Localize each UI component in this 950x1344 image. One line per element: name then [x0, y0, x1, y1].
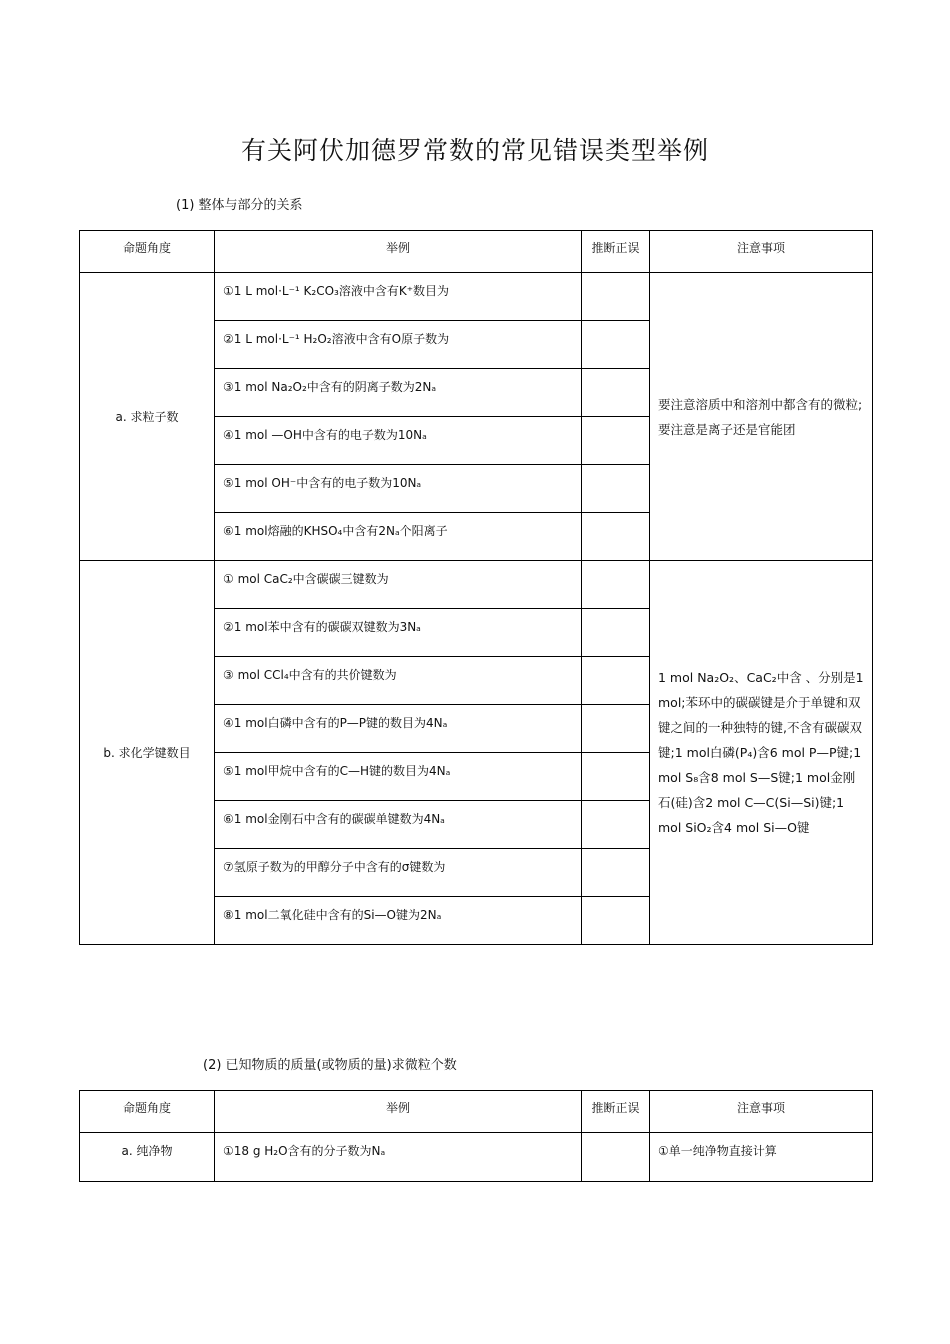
example-b2: ②1 mol苯中含有的碳碳双键数为3Nₐ: [215, 609, 582, 657]
category-pure-substance: a. 纯净物: [80, 1133, 215, 1182]
table-header-row: [80, 231, 873, 273]
section-1-heading: (1) 整体与部分的关系: [176, 198, 303, 213]
category-particle-count: a. 求粒子数: [80, 273, 215, 561]
table-row: [80, 1133, 873, 1182]
judgement-cell[interactable]: [582, 801, 650, 849]
example-a3: ③1 mol Na₂O₂中含有的阴离子数为2Nₐ: [215, 369, 582, 417]
judgement-cell[interactable]: [582, 561, 650, 609]
header-example: 举例: [215, 231, 582, 273]
judgement-cell[interactable]: [582, 465, 650, 513]
example-b5: ⑤1 mol甲烷中含有的C—H键的数目为4Nₐ: [215, 753, 582, 801]
header-notes: 注意事项: [650, 231, 873, 273]
judgement-cell[interactable]: [582, 657, 650, 705]
example-b4: ④1 mol白磷中含有的P—P键的数目为4Nₐ: [215, 705, 582, 753]
section-2-heading: (2) 已知物质的质量(或物质的量)求微粒个数: [203, 1058, 457, 1073]
judgement-cell[interactable]: [582, 369, 650, 417]
header-angle: 命题角度: [80, 1091, 215, 1133]
judgement-cell[interactable]: [582, 897, 650, 945]
example-pure-1: ①18 g H₂O含有的分子数为Nₐ: [215, 1133, 582, 1182]
header-judgement: 推断正误: [582, 1091, 650, 1133]
judgement-cell[interactable]: [582, 849, 650, 897]
header-judgement: 推断正误: [582, 231, 650, 273]
example-a1: ①1 L mol·L⁻¹ K₂CO₃溶液中含有K⁺数目为: [215, 273, 582, 321]
table-mass-to-particles: [79, 1090, 873, 1182]
table-row: [80, 273, 873, 321]
judgement-cell[interactable]: [582, 609, 650, 657]
example-a4: ④1 mol —OH中含有的电子数为10Nₐ: [215, 417, 582, 465]
header-example: 举例: [215, 1091, 582, 1133]
note-pure-substance: ①单一纯净物直接计算: [650, 1133, 873, 1182]
category-chemical-bonds: b. 求化学键数目: [80, 561, 215, 945]
note-chemical-bonds: 1 mol Na₂O₂、CaC₂中含 、分别是1 mol;苯环中的碳碳键是介于单键和双键之间的一种独特的键,不含有碳碳双键;1 mol白磷(P₄)含6 mol P—P键;1 mol S₈含8 mol S—S键;1 mol金刚石(硅)含2 mol C—C(Si—Si)键;1 mol SiO₂含4 mol Si—O键: [650, 561, 873, 945]
judgement-cell[interactable]: [582, 513, 650, 561]
example-b6: ⑥1 mol金刚石中含有的碳碳单键数为4Nₐ: [215, 801, 582, 849]
table-row: [80, 561, 873, 609]
judgement-cell[interactable]: [582, 417, 650, 465]
example-a6: ⑥1 mol熔融的KHSO₄中含有2Nₐ个阳离子: [215, 513, 582, 561]
example-b8: ⑧1 mol二氧化硅中含有的Si—O键为2Nₐ: [215, 897, 582, 945]
example-b1: ① mol CaC₂中含碳碳三键数为: [215, 561, 582, 609]
example-b3: ③ mol CCl₄中含有的共价键数为: [215, 657, 582, 705]
example-a5: ⑤1 mol OH⁻中含有的电子数为10Nₐ: [215, 465, 582, 513]
example-a2: ②1 L mol·L⁻¹ H₂O₂溶液中含有O原子数为: [215, 321, 582, 369]
header-angle: 命题角度: [80, 231, 215, 273]
table-whole-and-part: [79, 230, 873, 945]
judgement-cell[interactable]: [582, 321, 650, 369]
example-b7: ⑦氢原子数为的甲醇分子中含有的σ键数为: [215, 849, 582, 897]
judgement-cell[interactable]: [582, 1133, 650, 1182]
judgement-cell[interactable]: [582, 705, 650, 753]
page-title: 有关阿伏加德罗常数的常见错误类型举例: [240, 136, 709, 165]
judgement-cell[interactable]: [582, 753, 650, 801]
judgement-cell[interactable]: [582, 273, 650, 321]
note-particle-count: 要注意溶质中和溶剂中都含有的微粒;要注意是离子还是官能团: [650, 273, 873, 561]
header-notes: 注意事项: [650, 1091, 873, 1133]
table-header-row: [80, 1091, 873, 1133]
